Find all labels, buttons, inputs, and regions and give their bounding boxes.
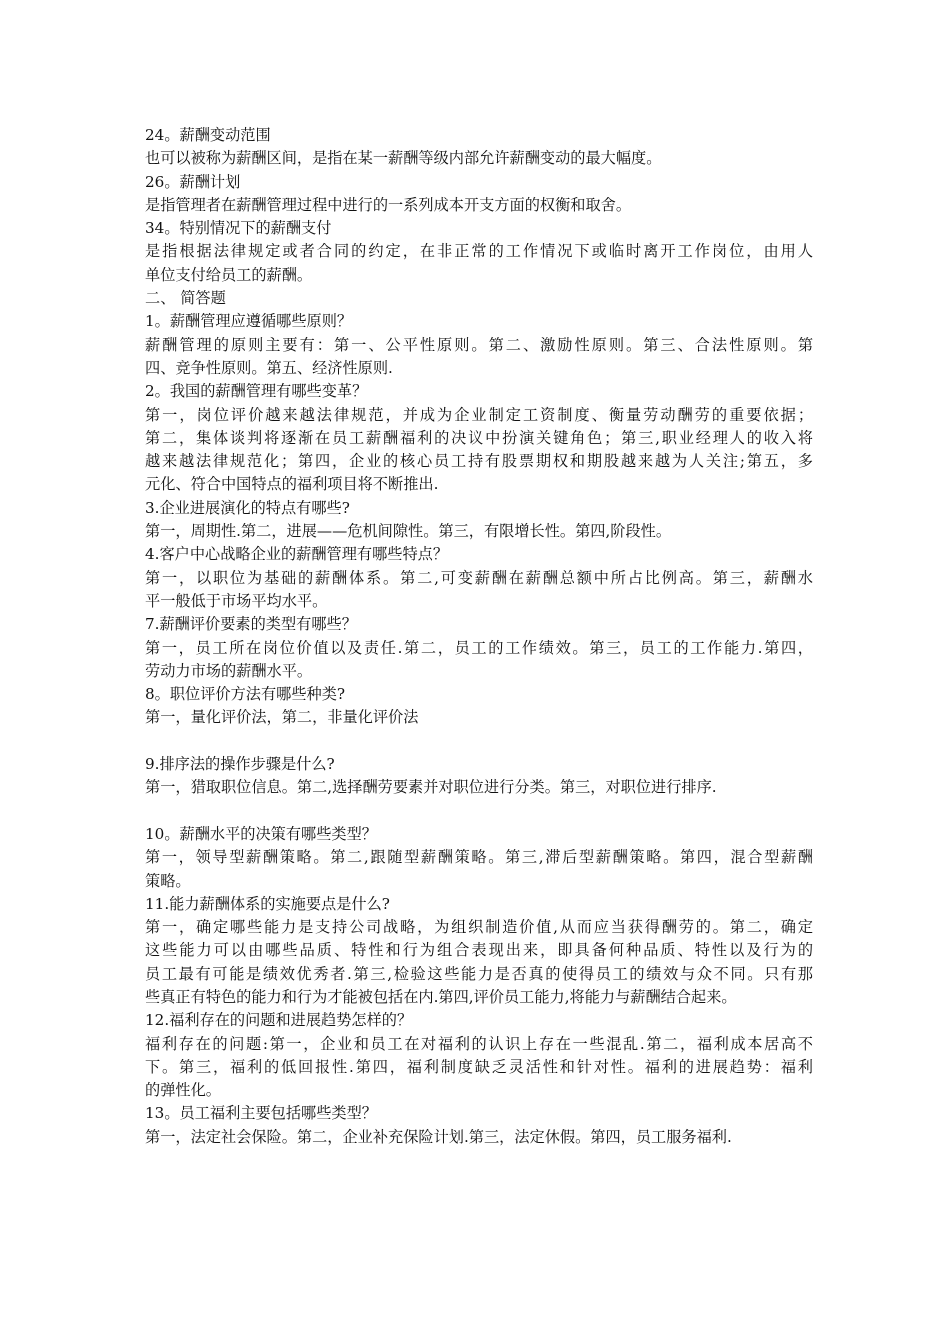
- text-line: 福利存在的问题:第一，企业和员工在对福利的认识上存在一些混乱.第二，福利成本居高不: [145, 1034, 813, 1053]
- text-line: 11.能力薪酬体系的实施要点是什么?: [145, 894, 390, 913]
- text-line: 二、 简答题: [145, 289, 226, 308]
- text-line: 26。薪酬计划: [145, 172, 241, 191]
- text-line: 第一，量化评价法，第二，非量化评价法: [145, 708, 419, 727]
- text-line: 下。第三，福利的低回报性.第四，福利制度缺乏灵活性和针对性。福利的进展趋势：福利: [145, 1057, 813, 1076]
- text-line: 第二，集体谈判将逐渐在员工薪酬福利的决议中扮演关键角色；第三,职业经理人的收入将: [145, 428, 813, 447]
- text-line: 四、竞争性原则。第五、经济性原则.: [145, 358, 393, 377]
- text-line: 些真正有特色的能力和行为才能被包括在内.第四,评价员工能力,将能力与薪酬结合起来。: [145, 987, 737, 1006]
- text-line: 第一，岗位评价越来越法律规范，并成为企业制定工资制度、衡量劳动酬劳的重要依据；: [145, 405, 813, 424]
- text-line: 是指根据法律规定或者合同的约定，在非正常的工作情况下或临时离开工作岗位，由用人: [145, 242, 813, 261]
- text-line: 34。特别情况下的薪酬支付: [145, 219, 332, 238]
- text-line: 10。薪酬水平的决策有哪些类型？: [145, 824, 377, 843]
- text-line: 员工最有可能是绩效优秀者.第三,检验这些能力是否真的使得员工的绩效与众不同。只有那: [145, 964, 813, 983]
- text-line: 的弹性化。: [145, 1081, 221, 1100]
- text-line: 是指管理者在薪酬管理过程中进行的一系列成本开支方面的权衡和取舍。: [145, 195, 631, 214]
- text-line: 12.福利存在的问题和进展趋势怎样的？: [145, 1011, 413, 1030]
- text-line: 这些能力可以由哪些品质、特性和行为组合表现出来，即具备何种品质、特性以及行为的: [145, 941, 813, 960]
- blank-line: [145, 800, 813, 823]
- text-line: 元化、符合中国特点的福利项目将不断推出.: [145, 475, 439, 494]
- text-line: 第一，法定社会保险。第二，企业补充保险计划.第三，法定休假。第四，员工服务福利.: [145, 1127, 732, 1146]
- text-line: 第一，领导型薪酬策略。第二,跟随型薪酬策略。第三,滞后型薪酬策略。第四，混合型薪酬: [145, 848, 813, 867]
- document-page: [145, 124, 813, 1149]
- text-line: 24。薪酬变动范围: [145, 126, 271, 144]
- text-line: 7.薪酬评价要素的类型有哪些？: [145, 615, 357, 634]
- text-line: 第一，员工所在岗位价值以及责任.第二，员工的工作绩效。第三，员工的工作能力.第四，: [145, 638, 813, 657]
- text-line: 第一，猎取职位信息。第二,选择酬劳要素并对职位进行分类。第三，对职位进行排序.: [145, 778, 717, 797]
- text-line: 单位支付给员工的薪酬。: [145, 265, 313, 284]
- text-line: 劳动力市场的薪酬水平。: [145, 661, 313, 680]
- text-line: 8。职位评价方法有哪些种类?: [145, 685, 346, 704]
- text-line: 9.排序法的操作步骤是什么?: [145, 755, 335, 774]
- text-line: 策略。: [145, 871, 191, 890]
- text-line: 1。薪酬管理应遵循哪些原则？: [145, 312, 353, 331]
- text-line: 薪酬管理的原则主要有：第一、公平性原则。第二、激励性原则。第三、合法性原则。第: [145, 335, 813, 354]
- text-line: 第一，周期性.第二，进展——危机间隙性。第三，有限增长性。第四,阶段性。: [145, 522, 672, 541]
- text-line: 13。员工福利主要包括哪些类型？: [145, 1104, 377, 1123]
- text-line: 3.企业进展演化的特点有哪些?: [145, 498, 350, 517]
- text-line: 越来越法律规范化；第四，企业的核心员工持有股票期权和期股越来越为人关注;第五，多: [145, 452, 813, 471]
- text-line: 平一般低于市场平均水平。: [145, 591, 328, 610]
- text-line: 第一，以职位为基础的薪酬体系。第二,可变薪酬在薪酬总额中所占比例高。第三，薪酬水: [145, 568, 813, 587]
- text-line: 第一，确定哪些能力是支持公司战略，为组织制造价值,从而应当获得酬劳的。第二，确定: [145, 918, 813, 937]
- text-line: 也可以被称为薪酬区间，是指在某一薪酬等级内部允许薪酬变动的最大幅度。: [145, 149, 662, 168]
- text-line: 2。我国的薪酬管理有哪些变革？: [145, 382, 368, 401]
- blank-line: [145, 730, 813, 753]
- text-line: 4.客户中心战略企业的薪酬管理有哪些特点？: [145, 545, 449, 564]
